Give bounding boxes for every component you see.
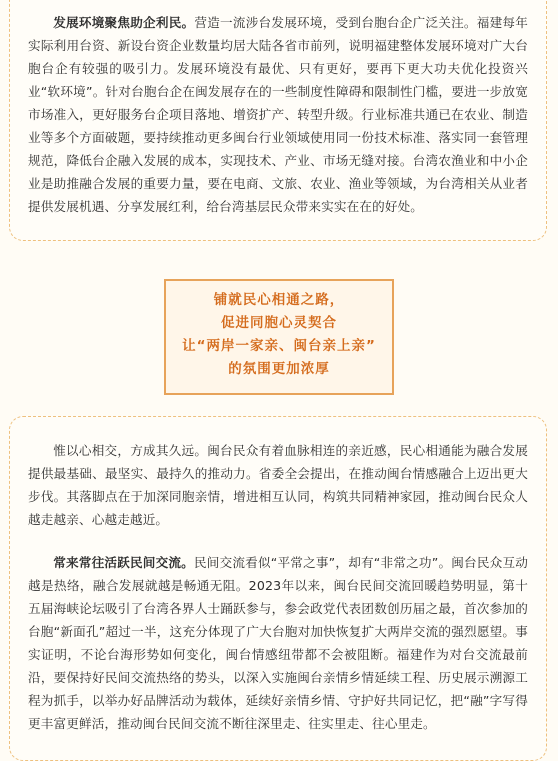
banner-line: 铺就民心相通之路， [213,292,345,308]
paragraph-lead: 发展环境聚焦助企利民。 [53,15,195,30]
banner-line: 让“两岸一家亲、闽台亲上亲” [182,338,376,354]
paragraph-development-environment [28,11,528,218]
paragraph-text: 惟以心相交，方成其久远。闽台民众有着血脉相连的亲近感，民心相通能为融合发展提供最基础、最坚实、最持久的推动力。省委全会提出，在推动闽台情感融合上迈出更大步伐。其落脚点在于加深同胞亲情，增进相互认同，构筑共同精神家园，推动闽台民众人越走越亲、心越走越近。 [28,443,528,527]
highlight-banner [164,279,394,395]
paragraph-civil-exchange [28,551,528,735]
content-card-bottom [9,416,547,761]
paragraph-lead: 常来常往活跃民间交流。 [53,555,194,570]
paragraph-intro [28,439,528,531]
banner-line: 的氛围更加浓厚 [228,361,330,377]
paragraph-text: 营造一流涉台发展环境，受到台胞台企广泛关注。福建每年实际利用台资、新设台资企业数量均居大陆各省市前列，说明福建整体发展环境对广大台胞台企有较强的吸引力。发展环境没有最优、只有更好，要再下更大功夫优化投资兴业“软环境”。针对台胞台企在闽发展存在的一些制度性障碍和限制性门槛，要进一步放宽市场准入，更好服务台企项目落地、增资扩产、转型升级。行业标准共通已在农业、制造业等多个方面破题，要持续推动更多闽台行业领域使用同一份技术标准、落实同一套管理规范，降低台企融入发展的成本，实现技术、产业、市场无缝对接。台湾农渔业和中小企业是助推融合发展的重要力量，要在电商、文旅、农业、渔业等领域，为台湾相关从业者提供发展机遇、分享发展红利，给台湾基层民众带来实实在在的好处。 [28,15,528,214]
paragraph-text: 民间交流看似“平常之事”，却有“非常之功”。闽台民众互动越是热络，融合发展就越是畅通无阻。2023年以来，闽台民间交流回暖趋势明显，第十五届海峡论坛吸引了台湾各界人士踊跃参与，参会政党代表团数创历届之最，首次参加的台胞“新面孔”超过一半，这充分体现了广大台胞对加快恢复扩大两岸交流的强烈愿望。事实证明，不论台海形势如何变化，闽台情感纽带都不会被阻断。福建作为对台交流最前沿，要保持好民间交流热络的势头，以深入实施闽台亲情乡情延续工程、历史展示溯源工程为抓手，以举办好品牌活动为载体，延续好亲情乡情、守护好共同记忆，把“融”字写得更丰富更鲜活，推动闽台民间交流不断往深里走、往实里走、往心里走。 [28,555,528,731]
content-card-top [9,0,547,241]
banner-line: 促进同胞心灵契合 [221,315,337,331]
